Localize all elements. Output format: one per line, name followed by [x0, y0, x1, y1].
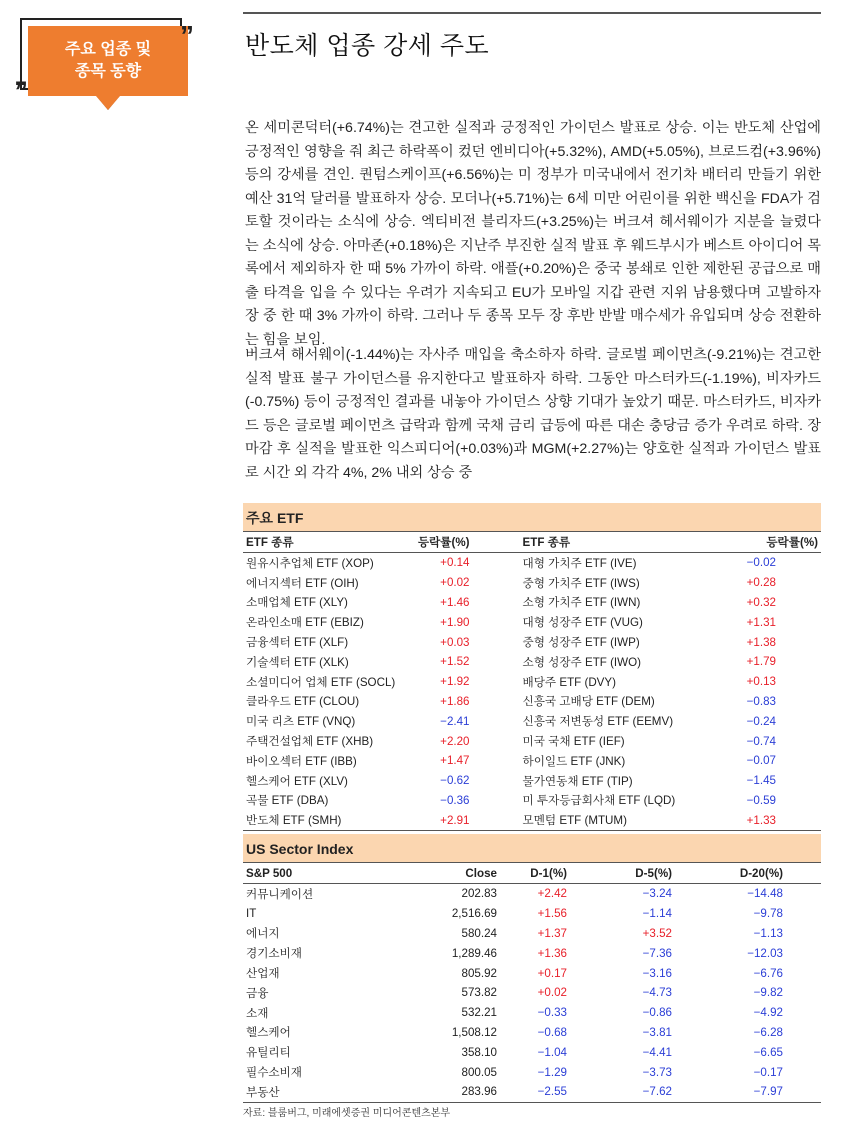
etf-change: +1.79 — [746, 655, 776, 669]
sector-close: 202.83 — [461, 887, 497, 901]
etf-change: +2.20 — [440, 734, 470, 748]
etf-change: −0.07 — [746, 754, 776, 768]
sector-close: 2,516.69 — [451, 907, 497, 921]
sector-d20: −1.13 — [753, 926, 783, 940]
sector-name: 유틸리티 — [246, 1046, 291, 1060]
sector-d1: +0.02 — [537, 986, 567, 1000]
sector-d5: −3.24 — [642, 887, 672, 901]
etf-name: 기술섹터 ETF (XLK) — [246, 655, 349, 669]
etf-name: 곡물 ETF (DBA) — [246, 794, 329, 808]
sector-d1: −2.55 — [500, 1082, 570, 1102]
etf-name: 하이일드 ETF (JNK) — [522, 754, 626, 768]
top-rule — [243, 12, 821, 14]
us-sector-row — [243, 1023, 821, 1043]
etf-name: 소매업체 ETF (XLY) — [246, 596, 348, 610]
sector-name: 헬스케어 — [246, 1026, 291, 1040]
etf-name: 헬스케어 ETF (XLV) — [246, 774, 348, 788]
sector-d20: −4.92 — [753, 1006, 783, 1020]
sector-close: 573.82 — [461, 986, 497, 1000]
etf-change: +2.91 — [398, 810, 472, 830]
sector-d5: −3.81 — [642, 1025, 672, 1039]
section-badge — [14, 18, 194, 104]
etf-name: 원유시추업체 ETF (XOP) — [246, 556, 374, 570]
sector-d20: −12.03 — [747, 946, 783, 960]
badge-line2: 종목 동향 — [74, 63, 142, 80]
us-sector-row — [243, 1003, 821, 1023]
quote-close-icon: ” — [180, 20, 194, 51]
us-sector-row — [243, 1042, 821, 1062]
etf-row — [243, 553, 821, 573]
etf-change: −0.74 — [746, 734, 776, 748]
etf-change: +1.92 — [440, 675, 470, 689]
etf-name: 주택건설업체 ETF (XHB) — [246, 735, 374, 749]
etf-row — [243, 672, 821, 692]
sector-d1: +0.17 — [537, 966, 567, 980]
etf-name: 클라우드 ETF (CLOU) — [246, 695, 360, 709]
sector-name: 경기소비재 — [246, 947, 302, 961]
us-sector-row — [243, 943, 821, 963]
sector-close: 283.96 — [393, 1082, 500, 1102]
sector-name: 금융 — [246, 986, 269, 1000]
etf-change: +0.02 — [440, 576, 470, 590]
etf-name: 금융섹터 ETF (XLF) — [246, 636, 349, 650]
sector-d5: −7.62 — [570, 1082, 675, 1102]
sector-name: 필수소비재 — [246, 1066, 302, 1080]
badge-box — [28, 26, 188, 96]
etf-section-title: 주요 ETF — [243, 503, 821, 531]
etf-name: 미국 리츠 ETF (VNQ) — [246, 715, 356, 729]
etf-name: 바이오섹터 ETF (IBB) — [246, 754, 357, 768]
etf-change: +1.52 — [440, 655, 470, 669]
sector-close: 532.21 — [461, 1006, 497, 1020]
etf-col-change: 등락률(%) — [398, 532, 472, 553]
etf-change: +0.32 — [746, 595, 776, 609]
etf-change: +1.31 — [746, 615, 776, 629]
etf-change: +0.03 — [440, 635, 470, 649]
sector-d5: −4.73 — [642, 986, 672, 1000]
sector-d20: −6.76 — [753, 966, 783, 980]
etf-change: +0.28 — [746, 576, 776, 590]
sector-name: 산업재 — [246, 967, 280, 981]
source-note: 자료: 블룸버그, 미래에셋증권 미디어콘텐츠본부 — [243, 1108, 451, 1119]
etf-change: −0.36 — [440, 793, 470, 807]
etf-row — [243, 573, 821, 593]
sector-name: IT — [246, 907, 257, 921]
sector-d5: +3.52 — [642, 926, 672, 940]
sector-name: 부동산 — [243, 1082, 393, 1102]
sector-d1: +1.36 — [537, 946, 567, 960]
sector-name: 에너지 — [246, 927, 280, 941]
badge-line1: 주요 업종 및 — [64, 41, 152, 58]
sector-close: 1,508.12 — [451, 1025, 497, 1039]
etf-row — [243, 711, 821, 731]
etf-name: 반도체 ETF (SMH) — [243, 810, 398, 830]
paragraph-1: 온 세미콘덕터(+6.74%)는 견고한 실적과 긍정적인 가이던스 발표로 상승. 이는 반도체 산업에 긍정적인 영향을 줘 최근 하락폭이 컸던 엔비디아(+5.32%), AMD(+5.05%), 브로드컴(+3.96%)등의 강세를 견인. 퀀텀스케이프(+6.56%)는 미 정부가 미국내에서 전기차 배터리 만들기 위한 예산 31억 달러를 발표하자 상승. 모더나(+5.71%)는 6세 미만 어린이를 위한 백신을 FDA가 검토할 것이라는 소식에 상승. 엑티비전 블리자드(+3.25%)는 버크셔 헤서웨이가 지분을 늘렸다는 소식에 상승. 아마존(+0.18%)은 지난주 부진한 실적 발표 후 웨드부시가 베스트 아이디어 목록에서 제외하자 한 때 5% 가까이 하락. 애플(+0.20%)은 중국 봉쇄로 인한 제한된 공급으로 매출 타격을 입을 수 있다는 우려가 지속되고 EU가 모바일 지갑 관련 지위 남용했다며 고발하자 장 중 한 때 3% 가까이 하락. 그러나 두 종목 모두 장 후반 반발 매수세가 유입되며 상승 전환하는 힘을 보임. — [245, 120, 821, 348]
us-col-d5: D-5(%) — [570, 863, 675, 884]
etf-change: −0.83 — [746, 694, 776, 708]
sector-d5: −0.86 — [642, 1006, 672, 1020]
etf-name: 중형 가치주 ETF (IWS) — [522, 576, 640, 590]
etf-name: 배당주 ETF (DVY) — [522, 675, 617, 689]
sector-d1: +2.42 — [537, 887, 567, 901]
etf-change: −2.41 — [440, 714, 470, 728]
sector-d20: −14.48 — [747, 887, 783, 901]
etf-change: +1.38 — [746, 635, 776, 649]
etf-row — [243, 810, 821, 830]
etf-change: −0.02 — [746, 556, 776, 570]
etf-name: 대형 가치주 ETF (IVE) — [522, 556, 637, 570]
sector-d20: −6.28 — [753, 1025, 783, 1039]
sector-d20: −6.65 — [753, 1045, 783, 1059]
etf-name: 미국 국채 ETF (IEF) — [522, 735, 625, 749]
badge-tail — [96, 96, 120, 110]
etf-change: +1.86 — [440, 694, 470, 708]
sector-d20: −0.17 — [753, 1065, 783, 1079]
etf-change: +1.90 — [440, 615, 470, 629]
sector-d20: −9.82 — [753, 986, 783, 1000]
etf-change: +0.14 — [440, 556, 470, 570]
sector-d1: +1.56 — [537, 907, 567, 921]
paragraph-2: 버크셔 해서웨이(-1.44%)는 자사주 매입을 축소하자 하락. 글로벌 페이먼츠(-9.21%)는 견고한 실적 발표 불구 가이던스를 유지한다고 발표하자 하락. 그동안 마스터카드(-1.19%), 비자카드(-0.75%) 등이 긍정적인 결과를 내놓아 가이던스 상향 기대가 높았기 때문. 마스터카드, 비자카드 등은 글로벌 페이먼츠 급락과 함께 국채 금리 급등에 따른 대손 충당금 증가 우려로 하락. 장 마감 후 실적을 발표한 익스피디어(+0.03%)과 MGM(+2.27%)는 양호한 실적과 가이던스 발표로 시간 외 각각 4%, 2% 내외 상승 중 — [245, 347, 821, 481]
us-sector-row — [243, 1082, 821, 1102]
etf-change: −0.59 — [746, 793, 776, 807]
sector-d20: −9.78 — [753, 907, 783, 921]
sector-d1: −0.33 — [537, 1006, 567, 1020]
etf-header-row — [243, 532, 821, 553]
sector-d1: −1.04 — [537, 1045, 567, 1059]
etf-row — [243, 731, 821, 751]
sector-d1: −1.29 — [537, 1065, 567, 1079]
sector-d5: −7.36 — [642, 946, 672, 960]
etf-change: +1.47 — [440, 754, 470, 768]
etf-table — [243, 531, 821, 831]
etf-row — [243, 612, 821, 632]
us-col-d20: D-20(%) — [675, 863, 821, 884]
sector-name: 커뮤니케이션 — [246, 887, 314, 901]
sector-name: 소재 — [246, 1006, 269, 1020]
page-title: 반도체 업종 강세 주도 — [245, 32, 490, 60]
sector-close: 800.05 — [461, 1065, 497, 1079]
etf-name: 신흥국 저변동성 ETF (EEMV) — [522, 715, 674, 729]
sector-d1: +1.37 — [537, 926, 567, 940]
etf-change: −1.45 — [746, 774, 776, 788]
us-col-index: S&P 500 — [243, 863, 393, 884]
etf-change: +1.46 — [440, 595, 470, 609]
etf-row — [243, 652, 821, 672]
etf-name: 신흥국 고배당 ETF (DEM) — [522, 695, 655, 709]
etf-change: −0.24 — [746, 714, 776, 728]
sector-d20: −7.97 — [675, 1082, 821, 1102]
sector-close: 580.24 — [461, 926, 497, 940]
quote-open-icon: „ — [14, 60, 28, 91]
us-sector-row — [243, 884, 821, 904]
etf-row — [243, 593, 821, 613]
etf-change: −0.62 — [440, 774, 470, 788]
etf-row — [243, 771, 821, 791]
etf-row — [243, 632, 821, 652]
us-col-close: Close — [393, 863, 500, 884]
etf-row — [243, 751, 821, 771]
sector-d1: −0.68 — [537, 1025, 567, 1039]
us-sector-row — [243, 924, 821, 944]
etf-col-name-2: ETF 종류 — [473, 532, 679, 553]
etf-row — [243, 692, 821, 712]
etf-name: 에너지섹터 ETF (OIH) — [246, 576, 359, 590]
etf-name: 모멘텀 ETF (MTUM) — [473, 810, 679, 830]
us-sector-header-row — [243, 863, 821, 884]
etf-name: 소형 성장주 ETF (IWO) — [522, 655, 641, 669]
sector-close: 1,289.46 — [451, 946, 497, 960]
etf-row — [243, 791, 821, 811]
sector-d5: −1.14 — [642, 907, 672, 921]
etf-name: 중형 성장주 ETF (IWP) — [522, 636, 640, 650]
us-sector-table — [243, 862, 821, 1103]
us-col-d1: D-1(%) — [500, 863, 570, 884]
etf-name: 대형 성장주 ETF (VUG) — [522, 616, 643, 630]
etf-name: 온라인소매 ETF (EBIZ) — [246, 616, 364, 630]
sector-d5: −3.73 — [642, 1065, 672, 1079]
us-sector-row — [243, 963, 821, 983]
us-sector-row — [243, 1062, 821, 1082]
sector-d5: −4.41 — [642, 1045, 672, 1059]
sector-d5: −3.16 — [642, 966, 672, 980]
sector-close: 805.92 — [461, 966, 497, 980]
etf-name: 미 투자등급회사채 ETF (LQD) — [522, 794, 676, 808]
etf-name: 소셜미디어 업체 ETF (SOCL) — [246, 675, 396, 689]
us-sector-row — [243, 983, 821, 1003]
us-sector-section-title: US Sector Index — [243, 834, 821, 862]
etf-col-change-2: 등락률(%) — [678, 532, 821, 553]
etf-name: 소형 가치주 ETF (IWN) — [522, 596, 641, 610]
etf-name: 물가연동채 ETF (TIP) — [522, 774, 633, 788]
sector-close: 358.10 — [461, 1045, 497, 1059]
etf-change: +1.33 — [678, 810, 821, 830]
etf-change: +0.13 — [746, 675, 776, 689]
etf-col-name: ETF 종류 — [243, 532, 398, 553]
us-sector-row — [243, 904, 821, 924]
